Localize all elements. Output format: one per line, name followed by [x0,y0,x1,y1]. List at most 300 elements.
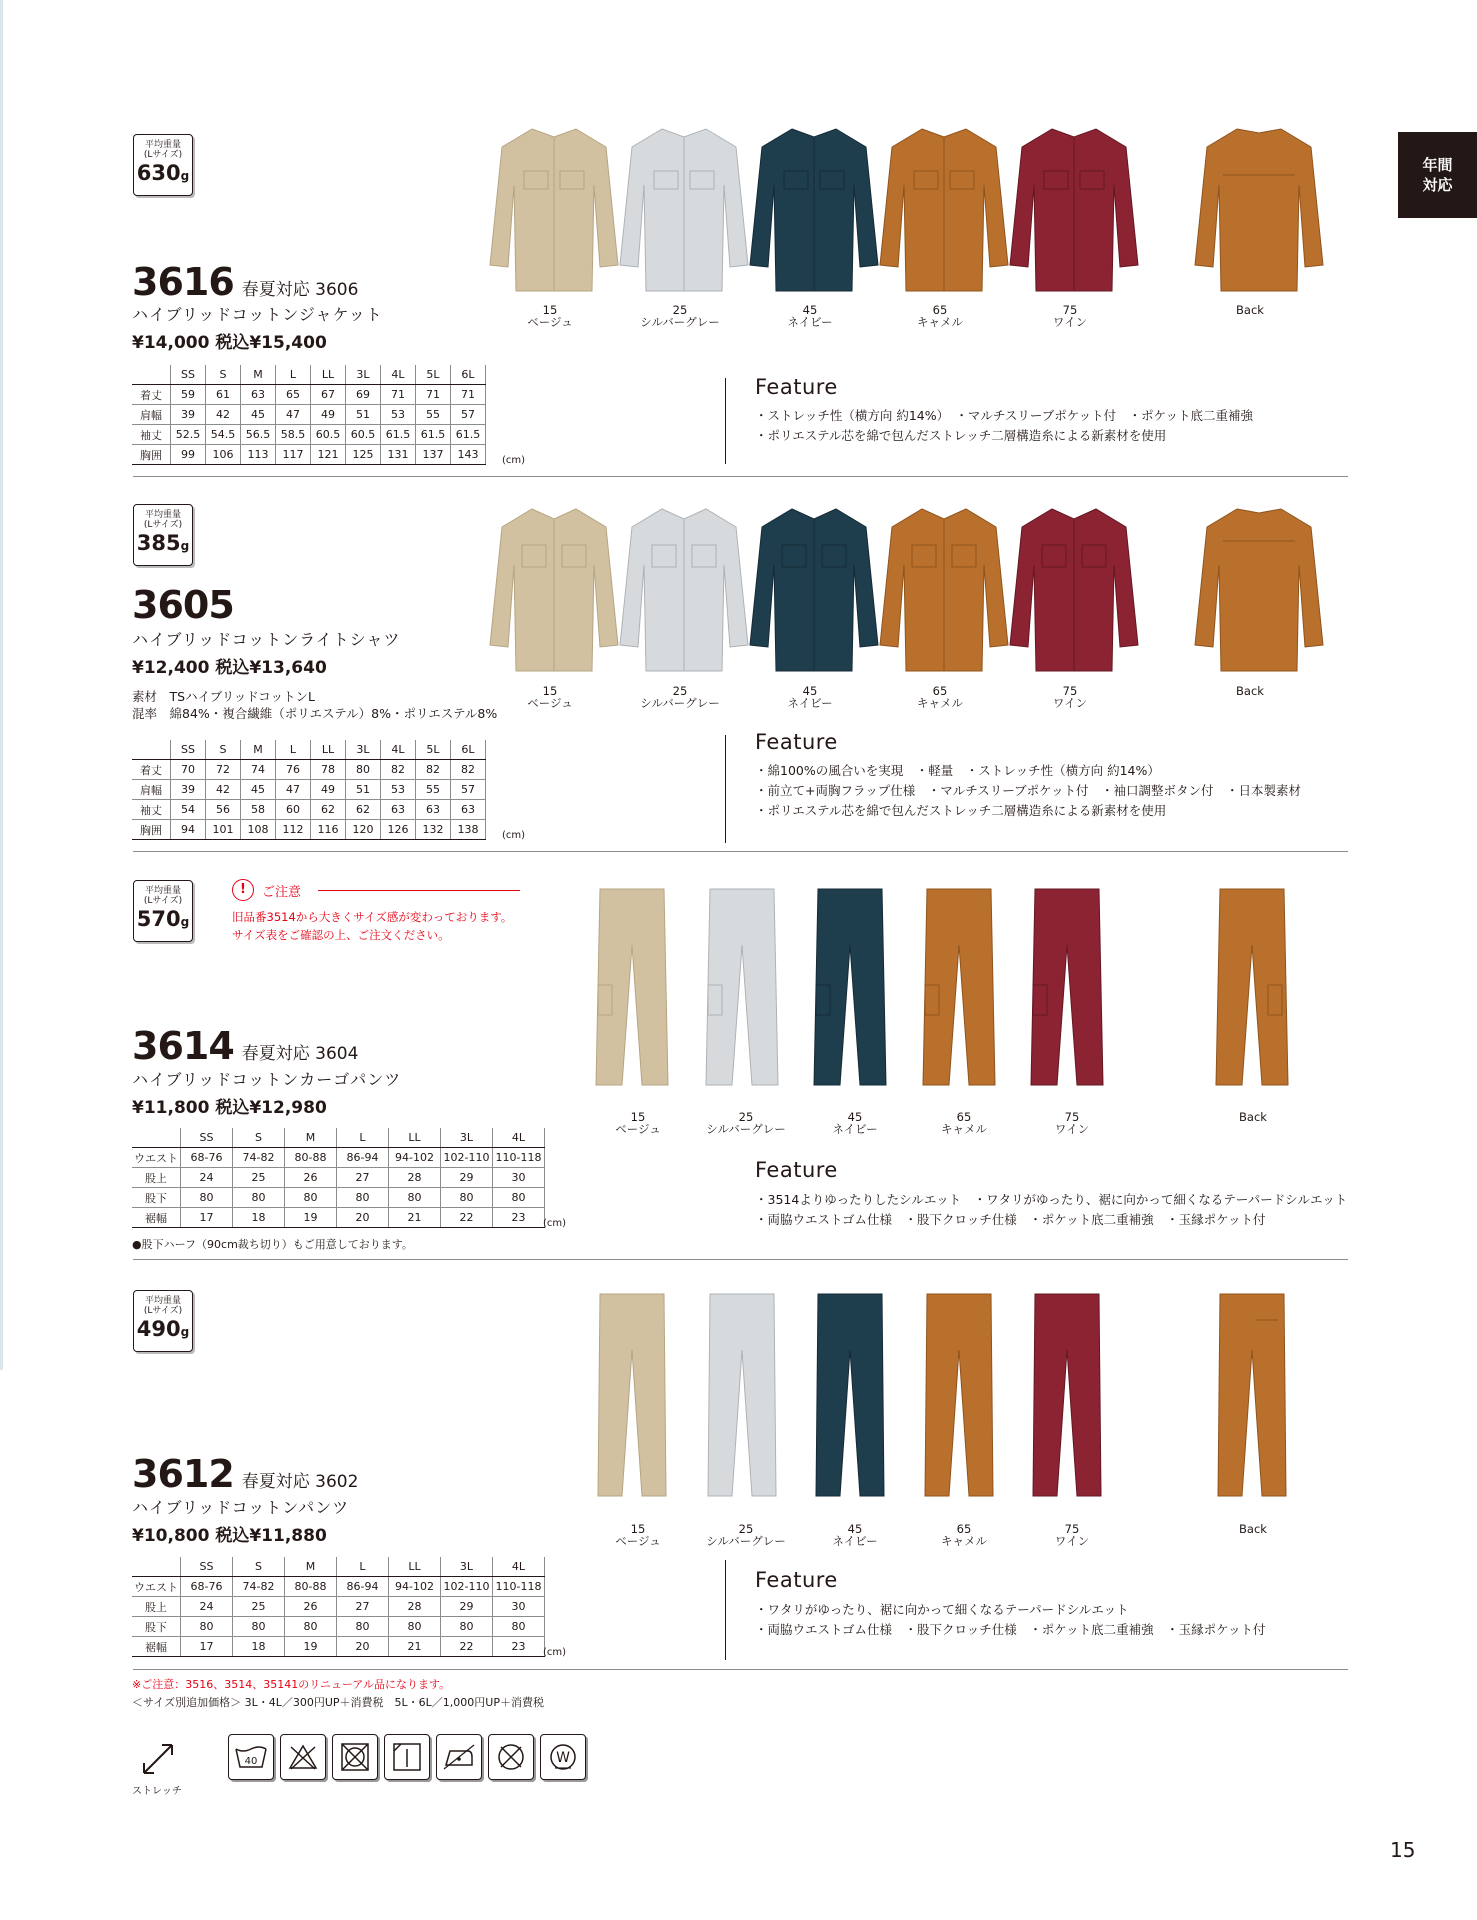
size-cell: 80 [493,1188,545,1208]
shirt-back [1193,505,1325,675]
product-number [132,1026,358,1074]
size-row [132,1188,545,1208]
size-cell: 53 [381,405,416,425]
size-row [132,820,486,840]
cargo-pants-wine [1027,885,1107,1095]
size-cell: 28 [389,1597,441,1617]
color-label-camel [919,1111,1009,1135]
size-row [132,1208,545,1228]
shirt-wine [1008,505,1140,675]
color-code: 65 [932,684,948,698]
size-cell: 143 [451,445,486,465]
size-row [132,1148,545,1168]
caution-text: 旧品番3514から大きくサイズ感が変わっております。 [232,910,513,924]
size-cell: 22 [441,1208,493,1228]
size-cell: 56.5 [241,425,276,445]
size-header: 3L [441,1557,493,1577]
color-name: シルバーグレー [706,1534,786,1548]
feature-line: ・綿100%の風合いを実現 ・軽量 ・ストレッチ性（横方向 約14%） [755,763,1160,778]
size-cell: 18 [233,1208,285,1228]
page-edge-line [0,0,3,1370]
color-name: キャメル [917,696,963,710]
size-header: 4L [493,1128,545,1148]
size-cell: 61.5 [381,425,416,445]
color-label-navy [810,1523,900,1547]
cargo-pants-silver [702,885,782,1095]
section-separator [133,851,1348,852]
unit-cm: (cm) [543,1647,567,1658]
no-tumble-dry-icon [332,1734,378,1780]
size-cell: 94-102 [389,1577,441,1597]
size-row [132,800,486,820]
size-header: L [276,365,311,385]
size-cell: 61.5 [451,425,486,445]
feature-line: ・両脇ウエストゴム仕様 ・股下クロッチ仕様 ・ポケット底二重補強 ・玉縁ポケット付 [755,1212,1266,1227]
size-cell: 60.5 [346,425,381,445]
color-label-camel [895,304,985,328]
size-header: 6L [451,365,486,385]
size-cell: 39 [171,780,206,800]
size-cell: 25 [233,1597,285,1617]
color-label-wine [1025,685,1115,709]
caution-title: ご注意 [262,885,302,900]
size-cell: 80 [233,1188,285,1208]
size-header [132,740,171,760]
feature-line: ・3514よりゆったりしたシルエット ・ワタリがゆったり、裾に向かって細くなるテーパードシルエット [755,1192,1348,1207]
size-header: 3L [346,365,381,385]
renewal-note: ※ご注意：3516、3514、35141のリニューアル品になります。 [132,1678,451,1691]
size-cell: 80 [389,1188,441,1208]
size-row-label: ウエスト [132,1148,181,1168]
size-cell: 27 [337,1168,389,1188]
size-cell: 102-110 [441,1577,493,1597]
size-cell: 125 [346,445,381,465]
wash-temp: 40 [244,1756,258,1767]
size-row [132,1617,545,1637]
weight-unit: g [180,539,190,553]
color-name: キャメル [941,1122,987,1136]
shirt-camel [878,505,1010,675]
size-row [132,1597,545,1617]
size-cell: 71 [451,385,486,405]
pants-photos [592,1290,1312,1505]
size-cell: 53 [381,780,416,800]
size-cell: 132 [416,820,451,840]
size-cell: 121 [311,445,346,465]
size-cell: 80 [441,1617,493,1637]
summer-variant: 春夏対応 3606 [241,280,359,300]
season-tab-line2: 対応 [1422,176,1453,194]
color-name: キャメル [941,1534,987,1548]
weight-value: 490 [136,1317,181,1341]
blend-line: 混率 綿84%・複合繊維（ポリエステル）8%・ポリエステル8% [132,706,498,721]
svg-text:W: W [556,1750,570,1766]
size-cell: 62 [346,800,381,820]
size-cell: 86-94 [337,1577,389,1597]
size-row-label: 肩幅 [132,405,171,425]
weight-label: 平均重量 (Lサイズ) [143,1296,183,1316]
size-cell: 55 [416,780,451,800]
size-cell: 126 [381,820,416,840]
size-cell: 17 [181,1208,233,1228]
color-code: 45 [847,1110,863,1124]
size-header: SS [181,1557,233,1577]
back-label: Back [1236,684,1264,698]
section-divider-vertical [725,735,726,843]
product-number-text: 3616 [132,260,234,304]
product-price: ¥10,800 税込¥11,880 [132,1526,327,1546]
size-table [132,740,486,840]
size-cell: 63 [451,800,486,820]
size-row [132,1577,545,1597]
color-labels [593,1111,1313,1137]
size-table [132,1128,545,1228]
product-price: ¥11,800 税込¥12,980 [132,1098,327,1118]
size-header: LL [311,740,346,760]
product-number [132,585,234,625]
season-tab [1398,132,1477,218]
cargo-pants-photos [592,885,1312,1095]
weight-value: 385 [136,531,181,555]
size-cell: 63 [241,385,276,405]
product-price: ¥12,400 税込¥13,640 [132,658,327,678]
size-cell: 19 [285,1637,337,1657]
size-cell: 60.5 [311,425,346,445]
color-name: ネイビー [832,1534,878,1548]
size-cell: 45 [241,405,276,425]
size-cell: 57 [451,780,486,800]
pants-silver [702,1290,782,1505]
color-labels [505,304,1345,330]
size-cell: 30 [493,1168,545,1188]
size-cell: 137 [416,445,451,465]
size-table [132,365,486,465]
weight-unit: g [180,915,190,929]
color-code: 65 [956,1110,972,1124]
size-cell: 80 [181,1188,233,1208]
wet-clean-icon [540,1734,586,1780]
size-cell: 80 [285,1188,337,1208]
size-header: 5L [416,365,451,385]
shirt-silver [618,505,750,675]
color-code: 75 [1064,1522,1080,1536]
section-separator [133,1669,1348,1670]
size-header: 5L [416,740,451,760]
color-name: ワイン [1054,1534,1090,1548]
section-divider-vertical [725,378,726,464]
color-code: 25 [672,303,688,317]
back-label: Back [1236,303,1264,317]
pants-navy [810,1290,890,1505]
back-label: Back [1239,1110,1267,1124]
size-cell: 63 [381,800,416,820]
product-number [132,1454,358,1502]
feature-line: ・前立て+両胸フラップ仕様 ・マルチスリーブポケット付 ・袖口調整ボタン付 ・日本製素材 [755,783,1301,798]
no-dry-clean-icon [488,1734,534,1780]
color-name: ベージュ [527,696,573,710]
size-cell: 18 [233,1637,285,1657]
color-label-camel [895,685,985,709]
size-cell: 26 [285,1168,337,1188]
size-cell: 69 [346,385,381,405]
size-cell: 86-94 [337,1148,389,1168]
cargo-pants-navy [810,885,890,1095]
size-cell: 82 [416,760,451,780]
size-cell: 80 [285,1617,337,1637]
size-header [132,1128,181,1148]
feature-heading: Feature [755,375,838,399]
section-divider-vertical [725,1560,726,1660]
size-row-label: 裾幅 [132,1208,181,1228]
size-cell: 51 [346,405,381,425]
jacket-camel [878,125,1010,295]
size-cell: 138 [451,820,486,840]
size-header: 3L [346,740,381,760]
size-header-row [132,740,486,760]
size-cell: 29 [441,1168,493,1188]
color-label-back [1208,1523,1298,1535]
color-label-wine [1025,304,1115,328]
color-code: 45 [802,684,818,698]
size-cell: 82 [381,760,416,780]
weight-unit: g [180,1325,190,1339]
feature-line: ・ストレッチ性（横方向 約14%） ・マルチスリーブポケット付 ・ポケット底二重補強 [755,408,1254,423]
color-label-beige [505,304,595,328]
size-header: M [285,1557,337,1577]
color-code: 15 [542,684,558,698]
feature-line: ・両脇ウエストゴム仕様 ・股下クロッチ仕様 ・ポケット底二重補強 ・玉縁ポケット付 [755,1622,1266,1637]
product-name: ハイブリッドコットンカーゴパンツ [132,1070,402,1089]
color-name: ワイン [1052,696,1088,710]
size-header-row [132,1557,545,1577]
size-cell: 17 [181,1637,233,1657]
size-cell: 21 [389,1208,441,1228]
color-name: シルバーグレー [640,315,720,329]
size-cell: 58 [241,800,276,820]
size-cell: 49 [311,405,346,425]
color-labels [505,685,1345,711]
size-cell: 23 [493,1208,545,1228]
size-cell: 19 [285,1208,337,1228]
size-header: SS [171,740,206,760]
size-row-label: 股上 [132,1168,181,1188]
size-cell: 110-118 [493,1148,545,1168]
color-code: 15 [542,303,558,317]
size-cell: 42 [206,780,241,800]
size-cell: 54 [171,800,206,820]
shirt-navy [748,505,880,675]
size-row-label: 胸囲 [132,820,171,840]
cargo-pants-back [1212,885,1292,1095]
product-number-text: 3612 [132,1452,234,1496]
size-header: M [241,365,276,385]
pants-beige [592,1290,672,1505]
size-cell: 54.5 [206,425,241,445]
size-cell: 80-88 [285,1577,337,1597]
color-name: ネイビー [787,696,833,710]
color-name: シルバーグレー [640,696,720,710]
size-cell: 80 [233,1617,285,1637]
size-header [132,365,171,385]
page-number: 15 [1390,1838,1416,1862]
size-cell: 22 [441,1637,493,1657]
color-code: 75 [1062,684,1078,698]
size-cell: 30 [493,1597,545,1617]
feature-line: ・ポリエステル芯を綿で包んだストレッチ二層構造糸による新素材を使用 [755,428,1167,443]
color-label-navy [765,685,855,709]
color-label-beige [505,685,595,709]
size-cell: 80 [346,760,381,780]
size-cell: 116 [311,820,346,840]
color-name: キャメル [917,315,963,329]
size-cell: 80-88 [285,1148,337,1168]
size-cell: 39 [171,405,206,425]
size-cell: 74 [241,760,276,780]
stretch-label: ストレッチ [132,1786,182,1797]
feature-line: ・ポリエステル芯を綿で包んだストレッチ二層構造糸による新素材を使用 [755,803,1167,818]
pants-back [1212,1290,1292,1505]
size-cell: 26 [285,1597,337,1617]
shirt-beige [488,505,620,675]
size-header: S [206,740,241,760]
size-cell: 47 [276,780,311,800]
size-header: S [233,1128,285,1148]
size-row-label: 裾幅 [132,1637,181,1657]
size-row-label: 股下 [132,1617,181,1637]
size-row-label: 肩幅 [132,780,171,800]
size-cell: 120 [346,820,381,840]
size-cell: 52.5 [171,425,206,445]
size-header: S [206,365,241,385]
size-row [132,445,486,465]
size-cell: 80 [337,1617,389,1637]
color-code: 75 [1064,1110,1080,1124]
size-cell: 80 [441,1188,493,1208]
color-name: ベージュ [615,1534,661,1548]
product-name: ハイブリッドコットンジャケット [132,305,383,324]
size-cell: 20 [337,1637,389,1657]
weight-badge [133,504,193,566]
color-label-beige [593,1523,683,1547]
color-label-wine [1027,1523,1117,1547]
size-cell: 71 [381,385,416,405]
color-name: ネイビー [787,315,833,329]
color-code: 65 [956,1522,972,1536]
color-label-silver [701,1111,791,1135]
summer-variant: 春夏対応 3602 [241,1472,359,1492]
size-cell: 55 [416,405,451,425]
size-cell: 80 [337,1188,389,1208]
color-name: ベージュ [527,315,573,329]
size-cell: 28 [389,1168,441,1188]
summer-variant: 春夏対応 3604 [241,1044,359,1064]
feature-heading: Feature [755,730,838,754]
size-cell: 62 [311,800,346,820]
color-label-silver [701,1523,791,1547]
color-name: ベージュ [615,1122,661,1136]
size-cell: 74-82 [233,1577,285,1597]
size-header: S [233,1557,285,1577]
size-header: M [241,740,276,760]
size-cell: 49 [311,780,346,800]
size-row-label: 袖丈 [132,425,171,445]
size-row [132,760,486,780]
size-cell: 131 [381,445,416,465]
size-cell: 72 [206,760,241,780]
weight-value: 630 [136,161,181,185]
weight-label: 平均重量 (Lサイズ) [143,886,183,906]
weight-label: 平均重量 (Lサイズ) [143,510,183,530]
size-header [132,1557,181,1577]
size-header: 4L [381,740,416,760]
size-cell: 63 [416,800,451,820]
size-cell: 113 [241,445,276,465]
wash-40-icon [228,1734,274,1780]
color-labels [593,1523,1313,1549]
color-name: ワイン [1052,315,1088,329]
product-name: ハイブリッドコットンライトシャツ [132,630,401,649]
size-row-label: 着丈 [132,385,171,405]
color-label-navy [765,304,855,328]
no-bleach-icon [280,1734,326,1780]
size-row [132,405,486,425]
weight-badge [133,1290,193,1352]
size-cell: 25 [233,1168,285,1188]
size-cell: 57 [451,405,486,425]
size-cell: 110-118 [493,1577,545,1597]
size-cell: 47 [276,405,311,425]
color-code: 15 [630,1110,646,1124]
product-price: ¥14,000 税込¥15,400 [132,333,327,353]
size-cell: 29 [441,1597,493,1617]
size-cell: 106 [206,445,241,465]
section-separator [133,476,1348,477]
color-code: 45 [802,303,818,317]
weight-unit: g [180,169,190,183]
product-number-text: 3614 [132,1024,234,1068]
size-cell: 51 [346,780,381,800]
size-header: L [276,740,311,760]
size-cell: 27 [337,1597,389,1617]
size-header-row [132,1128,545,1148]
size-row-label: 着丈 [132,760,171,780]
product-number-text: 3605 [132,583,234,627]
color-label-navy [810,1111,900,1135]
jacket-photos [488,125,1328,300]
size-cell: 21 [389,1637,441,1657]
size-cell: 71 [416,385,451,405]
size-cell: 94 [171,820,206,840]
size-header: SS [181,1128,233,1148]
size-header: LL [389,1128,441,1148]
color-label-back [1205,304,1295,316]
size-row-label: 袖丈 [132,800,171,820]
size-cell: 56 [206,800,241,820]
size-cell: 102-110 [441,1148,493,1168]
size-cell: 80 [181,1617,233,1637]
color-code: 25 [738,1110,754,1124]
back-label: Back [1239,1522,1267,1536]
size-cell: 59 [171,385,206,405]
size-header: LL [389,1557,441,1577]
size-cell: 117 [276,445,311,465]
material-line: 素材 TSハイブリッドコットンL [132,689,315,704]
color-code: 65 [932,303,948,317]
caution-text: サイズ表をご確認の上、ご注文ください。 [232,928,450,942]
size-cell: 68-76 [181,1577,233,1597]
size-cell: 60 [276,800,311,820]
jacket-navy [748,125,880,295]
